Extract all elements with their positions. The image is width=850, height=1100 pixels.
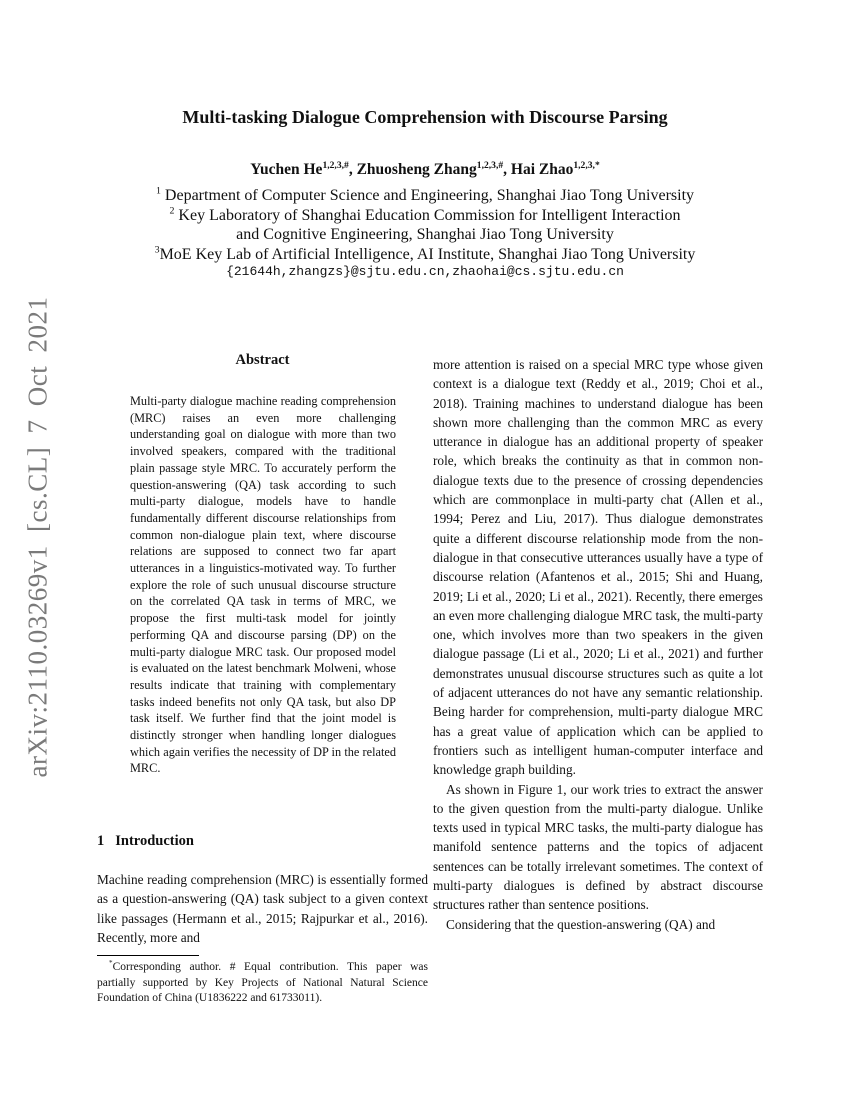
footnote-marker: * <box>109 959 113 968</box>
footnote-block <box>97 955 428 1007</box>
affiliation-line-4: $^3$MoE Key Lab of Artificial Intelligence, AI Institute, Shanghai Jiao Tong University <box>154 244 696 263</box>
abstract-text: Multi-party dialogue machine reading comprehension (MRC) raises an even more challenging understanding goal on dialogue with more than two involved speakers, compared with the traditional plain passage style MRC. To accurately perform the question-answering (QA) task according to such multi-party dialogue, models have to handle fundamentally different discourse relationships from common non-dialogue plain text, where discourse relations are supposed to connect two far apart utterances in a linguistics-motivated way. To further explore the role of such unusual discourse structure on the correlated QA task in terms of MRC, we propose the first multi-task model for jointly performing QA and discourse parsing (DP) on the multi-party dialogue MRC task. Our proposed model is evaluated on the latest benchmark Molweni, whose results indicate that training with complementary tasks indeed benefits not only QA task, but also DP task itself. We further find that the joint model is distinctly stronger when handling longer dialogues which again verifies the necessity of DP in the related MRC. <box>130 394 396 776</box>
body-paragraph-2: As shown in Figure 1, our work tries to extract the answer to the given question from the multi-party dialogue. Unlike texts used in typical MRC tasks, the multi-party dialogue has manifold sentence patterns and the topics of adjacent sentences can be totally irrelevant sometimes. The context of multi-party dialogues is defined by abstract discourse structures rather than sentence positions. <box>433 781 763 913</box>
author-3-superscript: 1,2,3,* <box>573 159 600 171</box>
footnote-rule <box>97 955 199 956</box>
abstract-heading: Abstract <box>235 352 290 368</box>
author-separator: , <box>503 161 511 178</box>
paper-title: Multi-tasking Dialogue Comprehension with Discourse Parsing <box>182 107 668 127</box>
section-1-heading <box>97 833 194 850</box>
body-paragraph-1: more attention is raised on a special MRC type whose given context is a dialogue text (Reddy et al., 2019; Choi et al., 2018). Training machines to understand dialogue has been shown more challenging than the common MRC as every utterance in dialogue has an additional property of speaker role, which breaks the continuity as that in common non-dialogue texts due to the presence of crossing dependencies which are commonplace in multi-party chat (Allen et al., 1994; Perez and Liu, 2017). Thus dialogue demonstrates quite a different discourse relationship mode from the non-dialogue in that consecutive utterances usually have a type of discourse relation (Afantenos et al., 2015; Shi and Huang, 2019; Li et al., 2020; Li et al., 2021). Recently, there emerges an even more challenging dialogue MRC task, the multi-party one, which involves more than two speakers in the given dialogue passage (Li et al., 2020; Li et al., 2021) and further demonstrates unusual discourse structures such as quite a lot of adjacent utterances do not have any semantic relationship. Being harder for comprehension, multi-party dialogue MRC has a great value of application which can be applied to frontiers such as intelligent human-computer interface and knowledge graph building. <box>433 357 763 778</box>
author-1: Yuchen $He^{1,2,3,\#}$ <box>250 159 349 178</box>
section-1-number: 1 <box>97 833 105 849</box>
author-emails: {21644h,zhangzs}@sjtu.edu.cn,zhaohai@cs.sjtu.edu.cn <box>226 264 624 279</box>
author-1-superscript: 1,2,3,# <box>322 159 349 171</box>
author-2: Zhuosheng Zhang$^{1,2,3,\#}$ <box>356 159 504 178</box>
right-column <box>433 355 763 1055</box>
author-2-superscript: 1,2,3,# <box>476 159 504 171</box>
arxiv-watermark: arXiv:2110.03269v1 [cs.CL] 7 Oct 2021 <box>22 296 53 778</box>
footnote-text: *Corresponding author. # Equal contribution. This paper was partially supported by Key Projects of National Natural Science Foundation of China (U1836222 and 61733011). <box>97 959 428 1005</box>
affiliation-block <box>0 186 850 264</box>
affiliation-line-3: and Cognitive Engineering, Shanghai Jiao Tong University <box>236 226 614 244</box>
section-1-title: Introduction <box>115 833 194 849</box>
affiliation-line-1: $^1$ Department of Computer Science and Engineering, Shanghai Jiao Tong University <box>155 185 695 204</box>
author-3: Hai Zhao$^{1,2,3,*}$ <box>510 159 600 178</box>
author-separator: , <box>348 161 357 178</box>
affiliation-line-2: $^2$ Key Laboratory of Shanghai Education Commission for Intelligent Interaction <box>169 205 681 224</box>
left-column <box>97 350 428 1050</box>
body-paragraph-3: Considering that the question-answering (QA) and <box>446 916 716 932</box>
author-line <box>0 161 850 179</box>
introduction-paragraph: Machine reading comprehension (MRC) is essentially formed as a question-answering (QA) task subject to a given context like passages (Hermann et al., 2015; Rajpurkar et al., 2016). Recently, more and <box>97 872 428 945</box>
